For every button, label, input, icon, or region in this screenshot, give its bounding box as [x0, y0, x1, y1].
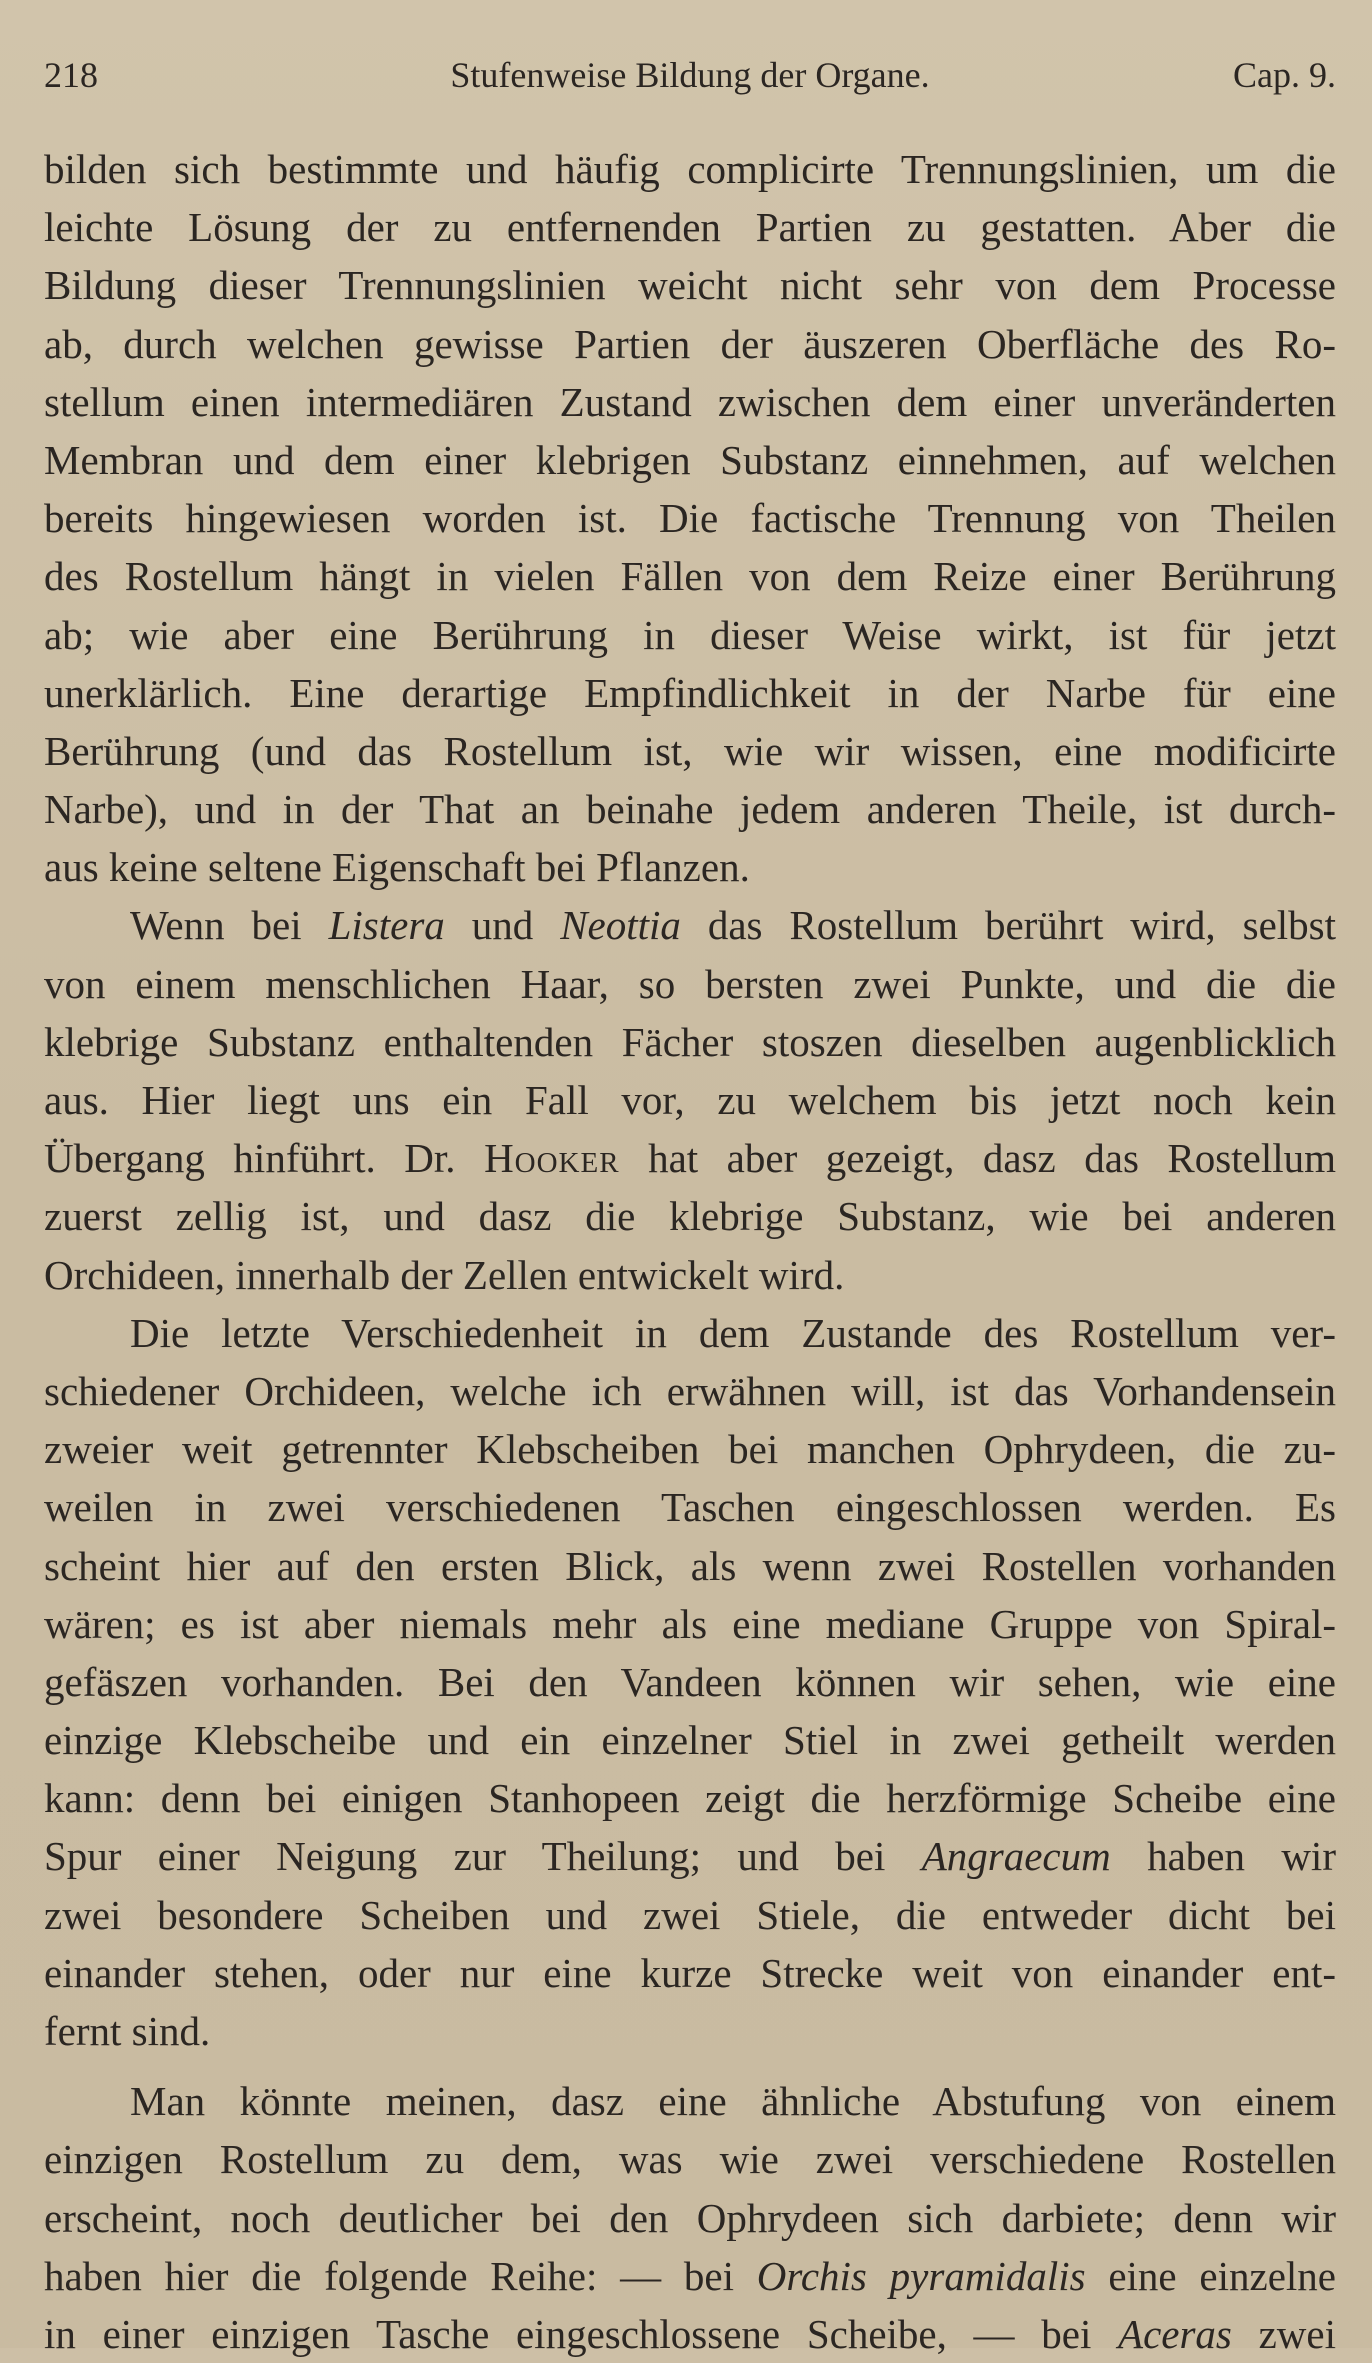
text-run: zwei [1231, 2310, 1336, 2357]
text-run: das Rostellum berührt wird, selbst [680, 902, 1336, 949]
text-line: schiedener Orchideen, welche ich erwähnen will, ist das Vorhandensein [44, 1367, 1336, 1414]
body-text [44, 140, 1336, 2363]
text-line: unerklärlich. Eine derartige Empfindlichkeit in der Narbe für eine [44, 669, 1336, 716]
paragraph-3 [44, 1304, 1336, 2060]
text-line: Orchideen, innerhalb der Zellen entwickelt wird. [44, 1251, 845, 1298]
text-line [44, 896, 1336, 954]
text-run: und [444, 902, 561, 949]
text-run: hat aber gezeigt, dasz das Rostellum [619, 1135, 1336, 1182]
text-line: wären; es ist aber niemals mehr als eine mediane Gruppe von Spiral- [44, 1600, 1336, 1647]
text-line: des Rostellum hängt in vielen Fällen von dem Reize einer Berührung [44, 553, 1336, 600]
text-run: haben wir [1110, 1833, 1336, 1880]
text-line: erscheint, noch deutlicher bei den Ophrydeen sich darbiete; denn wir [44, 2194, 1336, 2241]
text-line: einzigen Rostellum zu dem, was wie zwei verschiedene Rostellen [44, 2136, 1336, 2183]
text-line: weilen in zwei verschiedenen Taschen eingeschlossen werden. Es [44, 1484, 1336, 1531]
text-run: in einer einzigen Tasche eingeschlossene Scheibe, — bei [44, 2310, 1119, 2357]
genus-name: Neottia [560, 902, 681, 949]
text-run: Wenn bei [130, 902, 329, 949]
text-line [44, 2247, 1336, 2305]
text-line: zwei besondere Scheiben und zwei Stiele, die entweder dicht bei [44, 1891, 1336, 1938]
text-line: ab; wie aber eine Berührung in dieser Weise wirkt, ist für jetzt [44, 611, 1336, 658]
text-line: Bildung dieser Trennungslinien weicht nicht sehr von dem Processe [44, 262, 1336, 309]
text-line: von einem menschlichen Haar, so bersten zwei Punkte, und die die [44, 960, 1336, 1007]
genus-name: Listera [328, 902, 445, 949]
author-name: Hooker [484, 1135, 620, 1182]
text-line: Die letzte Verschiedenheit in dem Zustande des Rostellum ver- [130, 1309, 1336, 1356]
text-run: haben hier die folgende Reihe: — bei [44, 2252, 757, 2299]
text-line: scheint hier auf den ersten Blick, als wenn zwei Rostellen vorhanden [44, 1542, 1336, 1589]
text-line: zuerst zellig ist, und dasz die klebrige Substanz, wie bei anderen [44, 1193, 1336, 1240]
text-run: Spur einer Neigung zur Theilung; und bei [44, 1833, 922, 1880]
text-line: Berührung (und das Rostellum ist, wie wir wissen, eine modificirte [44, 727, 1336, 774]
text-line: Man könnte meinen, dasz eine ähnliche Abstufung von einem [130, 2078, 1336, 2125]
genus-name: Angraecum [921, 1833, 1111, 1880]
text-line: stellum einen intermediären Zustand zwischen dem einer unveränderten [44, 378, 1336, 425]
paragraph-1 [44, 140, 1336, 896]
paragraph-2 [44, 896, 1336, 1303]
text-run: Übergang hinführt. Dr. [44, 1135, 485, 1182]
species-name: Orchis pyramidalis [756, 2252, 1086, 2299]
text-line: aus. Hier liegt uns ein Fall vor, zu welchem bis jetzt noch kein [44, 1077, 1336, 1123]
text-line [44, 2305, 1336, 2363]
chapter-label: Cap. 9. [1233, 55, 1336, 95]
text-line: leichte Lösung der zu entfernenden Partien zu gestatten. Aber die [44, 204, 1336, 251]
paragraph-gap [44, 2060, 1336, 2072]
text-line: klebrige Substanz enthaltenden Fächer stoszen dieselben augenblicklich [44, 1018, 1336, 1065]
page-number: 218 [44, 55, 98, 95]
text-line: fernt sind. [44, 2008, 211, 2054]
text-line: Narbe), und in der That an beinahe jedem anderen Theile, ist durch- [44, 786, 1336, 833]
text-line: zweier weit getrennter Klebscheiben bei manchen Ophrydeen, die zu- [44, 1426, 1336, 1473]
text-line: gefäszen vorhanden. Bei den Vandeen können wir sehen, wie eine [44, 1658, 1336, 1705]
text-line: bilden sich bestimmte und häufig complicirte Trennungslinien, um die [44, 146, 1336, 192]
text-line: kann: denn bei einigen Stanhopeen zeigt die herzförmige Scheibe eine [44, 1775, 1336, 1822]
running-header [44, 50, 1336, 100]
genus-name: Aceras [1118, 2310, 1232, 2357]
text-line: aus keine seltene Eigenschaft bei Pflanzen. [44, 844, 750, 891]
text-line: bereits hingewiesen worden ist. Die factische Trennung von Theilen [44, 495, 1336, 542]
text-line: Membran und dem einer klebrigen Substanz einnehmen, auf welchen [44, 436, 1336, 483]
text-run: eine einzelne [1085, 2252, 1336, 2299]
text-line: ab, durch welchen gewisse Partien der äuszeren Oberfläche des Ro- [44, 320, 1336, 367]
running-title: Stufenweise Bildung der Organe. [450, 55, 930, 95]
text-line [44, 1129, 1336, 1187]
paragraph-4 [44, 2072, 1336, 2363]
text-line: einzige Klebscheibe und ein einzelner Stiel in zwei getheilt werden [44, 1717, 1336, 1764]
text-line [44, 1827, 1336, 1885]
text-line: einander stehen, oder nur eine kurze Strecke weit von einander ent- [44, 1949, 1336, 1996]
